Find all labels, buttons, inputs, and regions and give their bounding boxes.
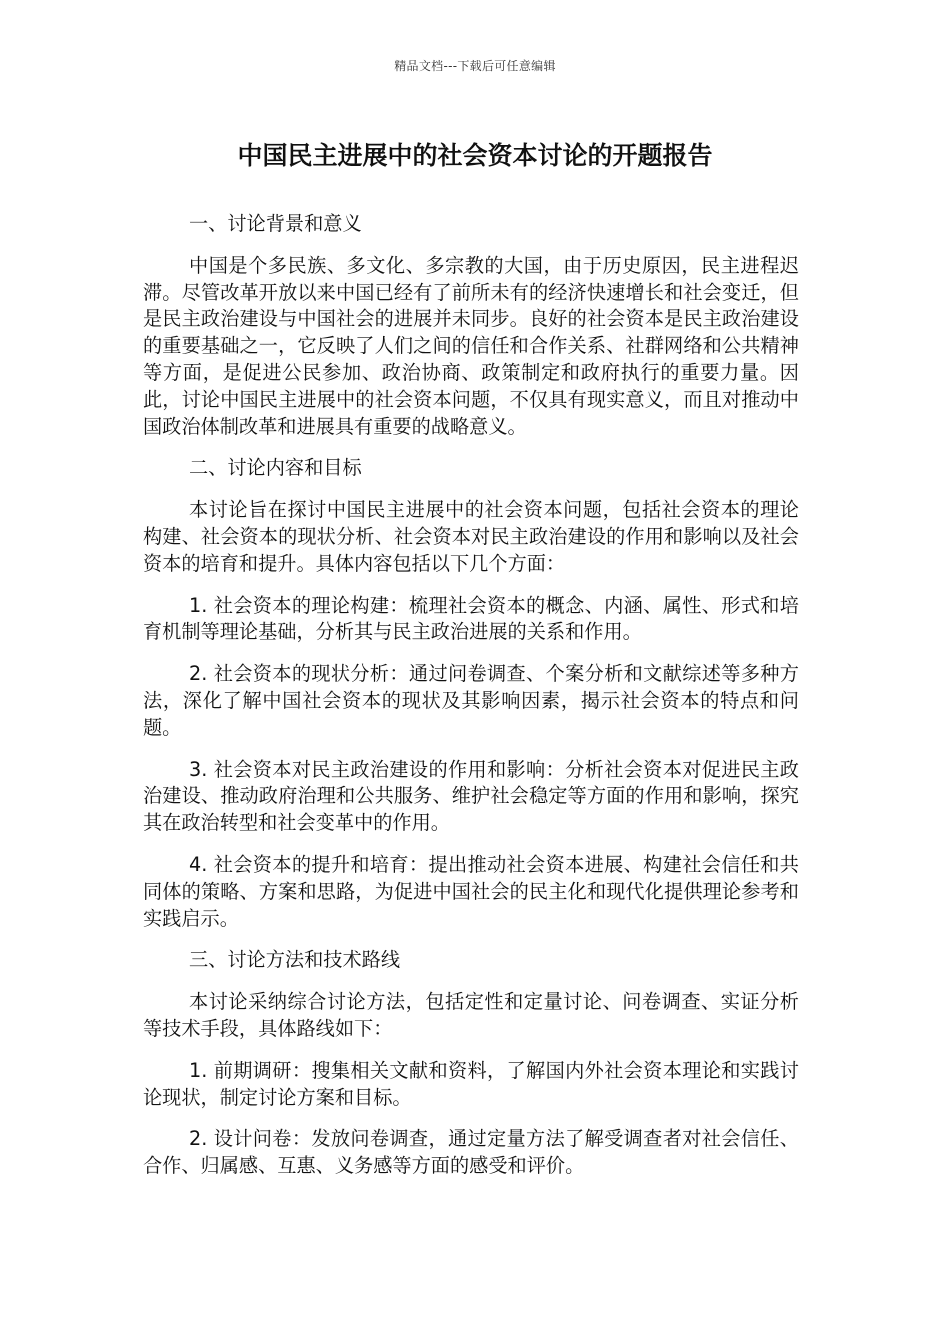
- list-item-impact: 3. 社会资本对民主政治建设的作用和影响：分析社会资本对促进民主政治建设、推动政府治理和公共服务、维护社会稳定等方面的作用和影响，探究其在政治转型和社会变革中的作用。: [143, 757, 799, 835]
- section-heading-background: 一、讨论背景和意义: [189, 212, 362, 235]
- document-body: [143, 211, 799, 1195]
- section-heading-methods: 三、讨论方法和技术路线: [189, 948, 401, 972]
- list-item-status: 2. 社会资本的现状分析：通过问卷调查、个案分析和文献综述等多种方法，深化了解中国社会资本的现状及其影响因素，揭示社会资本的特点和问题。: [143, 662, 799, 739]
- paragraph-background: 中国是个多民族、多文化、多宗教的大国，由于历史原因，民主进程迟滞。尽管改革开放以来中国已经有了前所未有的经济快速增长和社会变迁，但是民主政治建设与中国社会的进展并未同步。良好的社会资本是民主政治建设的重要基础之一，它反映了人们之间的信任和合作关系、社群网络和公共精神等方面，是促进公民参加、政治协商、政策制定和政府执行的重要力量。因此，讨论中国民主进展中的社会资本问题，不仅具有现实意义，而且对推动中国政治体制改革和进展具有重要的战略意义。: [143, 253, 799, 438]
- list-item-questionnaire: 2. 设计问卷：发放问卷调查，通过定量方法了解受调查者对社会信任、合作、归属感、互惠、义务感等方面的感受和评价。: [143, 1127, 799, 1178]
- section-heading-content: 二、讨论内容和目标: [189, 456, 362, 480]
- list-item-preliminary-research: 1. 前期调研：搜集相关文献和资料，了解国内外社会资本理论和实践讨论现状，制定讨论方案和目标。: [143, 1058, 799, 1109]
- document-title: 中国民主进展中的社会资本讨论的开题报告: [237, 141, 713, 170]
- paragraph-content-intro: 本讨论旨在探讨中国民主进展中的社会资本问题，包括社会资本的理论构建、社会资本的现状分析、社会资本对民主政治建设的作用和影响以及社会资本的培育和提升。具体内容包括以下几个方面：: [143, 498, 799, 575]
- list-item-theory: 1. 社会资本的理论构建：梳理社会资本的概念、内涵、属性、形式和培育机制等理论基础，分析其与民主政治进展的关系和作用。: [143, 593, 799, 644]
- list-item-cultivation: 4. 社会资本的提升和培育：提出推动社会资本进展、构建社会信任和共同体的策略、方案和思路，为促进中国社会的民主化和现代化提供理论参考和实践启示。: [143, 852, 799, 930]
- paragraph-methods-intro: 本讨论采纳综合讨论方法，包括定性和定量讨论、问卷调查、实证分析等技术手段，具体路线如下：: [143, 990, 799, 1040]
- page-header-note: 精品文档---下载后可任意编辑: [394, 59, 556, 73]
